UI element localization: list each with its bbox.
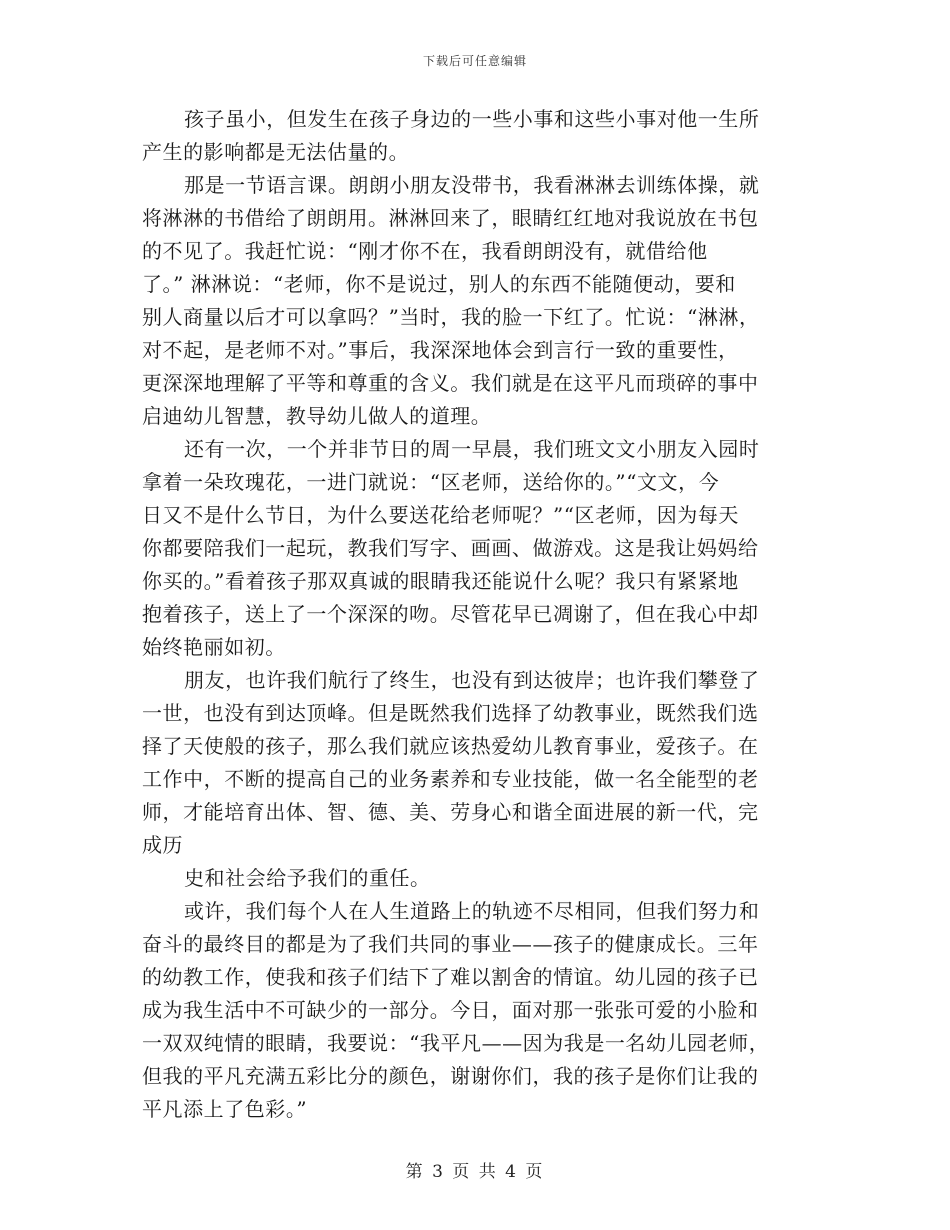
text-line: 你都要陪我们一起玩，教我们写字、画画、做游戏。这是我让妈妈给 bbox=[142, 536, 759, 560]
text-line: 工作中，不断的提高自己的业务素养和专业技能，做一名全能型的老 bbox=[142, 767, 759, 791]
text-line: 那是一节语言课。朗朗小朋友没带书，我看淋淋去训练体操，就 bbox=[184, 173, 760, 197]
text-line: 成历 bbox=[142, 833, 184, 857]
page-number-footer: 第 3 页 共 4 页 bbox=[405, 1162, 545, 1182]
text-line: 始终艳丽如初。 bbox=[142, 635, 286, 659]
text-line: 拿着一朵玫瑰花，一进门就说：“区老师，送给你的。”“文文，今 bbox=[142, 470, 720, 494]
text-line: 但我的平凡充满五彩比分的颜色，谢谢你们，我的孩子是你们让我的 bbox=[142, 1064, 759, 1088]
text-line: 一双双纯情的眼睛，我要说：“我平凡——因为我是一名幼儿园老师， bbox=[142, 1031, 770, 1055]
text-line: 或许，我们每个人在人生道路上的轨迹不尽相同，但我们努力和 bbox=[184, 899, 760, 923]
text-line: 奋斗的最终目的都是为了我们共同的事业——孩子的健康成长。三年 bbox=[142, 932, 759, 956]
text-line: 一世，也没有到达顶峰。但是既然我们选择了幼教事业，既然我们选 bbox=[142, 701, 759, 725]
text-line: 史和社会给予我们的重任。 bbox=[184, 866, 431, 890]
text-line: 朋友，也许我们航行了终生，也没有到达彼岸；也许我们攀登了 bbox=[184, 668, 760, 692]
text-line: 孩子虽小，但发生在孩子身边的一些小事和这些小事对他一生所 bbox=[184, 107, 760, 131]
text-line: 还有一次，一个并非节日的周一早晨，我们班文文小朋友入园时 bbox=[184, 437, 760, 461]
document-body bbox=[142, 103, 808, 1126]
text-line: 更深深地理解了平等和尊重的含义。我们就是在这平凡而琐碎的事中 bbox=[142, 371, 759, 395]
text-line: 择了天使般的孩子，那么我们就应该热爱幼儿教育事业，爱孩子。在 bbox=[142, 734, 759, 758]
text-line: 抱着孩子，送上了一个深深的吻。尽管花早已凋谢了，但在我心中却 bbox=[142, 602, 759, 626]
page-header: 下载后可任意编辑 bbox=[422, 54, 527, 68]
text-line: 的不见了。我赶忙说：“刚才你不在，我看朗朗没有，就借给他 bbox=[142, 239, 708, 263]
text-line: 日又不是什么节日，为什么要送花给老师呢？”“区老师，因为每天 bbox=[142, 503, 739, 527]
text-line: 产生的影响都是无法估量的。 bbox=[142, 140, 410, 164]
text-line: 你买的。”看着孩子那双真诚的眼睛我还能说什么呢？我只有紧紧地 bbox=[142, 569, 739, 593]
text-line: 将淋淋的书借给了朗朗用。淋淋回来了，眼睛红红地对我说放在书包 bbox=[142, 206, 759, 230]
text-line: 启迪幼儿智慧，教导幼儿做人的道理。 bbox=[142, 404, 492, 428]
text-line: 别人商量以后才可以拿吗？”当时，我的脸一下红了。忙说：“淋淋， bbox=[142, 305, 760, 329]
text-line: 的幼教工作，使我和孩子们结下了难以割舍的情谊。幼儿园的孩子已 bbox=[142, 965, 759, 989]
text-line: 对不起，是老师不对。”事后，我深深地体会到言行一致的重要性， bbox=[142, 338, 739, 362]
text-line: 平凡添上了色彩。” bbox=[142, 1097, 308, 1121]
text-line: 师，才能培育出体、智、德、美、劳身心和谐全面进展的新一代，完 bbox=[142, 800, 759, 824]
text-line: 了。” 淋淋说：“老师，你不是说过，别人的东西不能随便动，要和 bbox=[142, 272, 736, 296]
text-line: 成为我生活中不可缺少的一部分。今日，面对那一张张可爱的小脸和 bbox=[142, 998, 759, 1022]
